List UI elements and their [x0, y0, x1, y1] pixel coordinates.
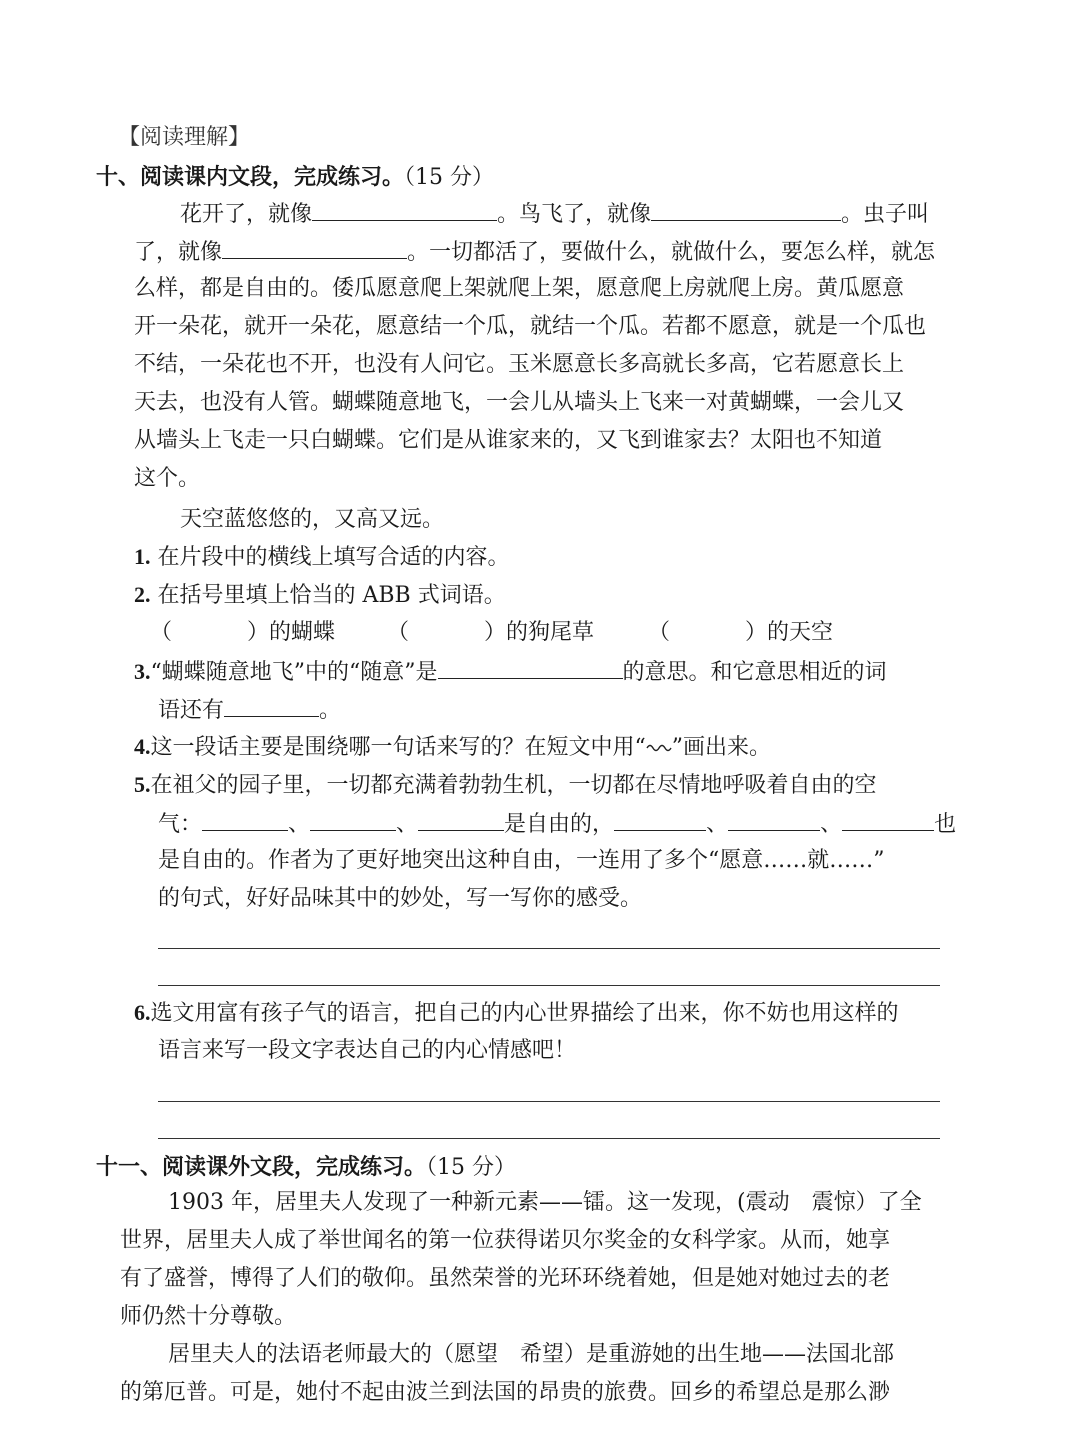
q11-title: 十一、阅读课外文段，完成练习。: [96, 1155, 427, 1180]
q11-passage-line-1: 1903 年，居里夫人发现了一种新元素——镭。这一发现，(震动 震惊）了全: [168, 1190, 922, 1215]
fill-blank[interactable]: [614, 808, 706, 831]
item-text: ”画出来。: [671, 735, 771, 760]
q10-title: 十、阅读课内文段，完成练习。: [96, 165, 405, 190]
separator: 、: [396, 812, 419, 837]
fill-blank[interactable]: [651, 198, 841, 221]
q10-item-5: [134, 770, 877, 801]
bracket-label: ）的蝴蝶: [247, 620, 336, 645]
passage-text: 花开了，就像: [180, 202, 313, 227]
q10-heading: [96, 160, 494, 191]
item-number: 6.: [134, 1000, 151, 1025]
separator: 、: [706, 812, 729, 837]
q11-passage-line-2: 世界，居里夫人成了举世闻名的第一位获得诺贝尔奖金的女科学家。从而，她享: [120, 1228, 891, 1253]
passage-text: 。鸟飞了，就像: [497, 202, 652, 227]
bracket-open: （: [648, 620, 671, 645]
item-text: 。: [319, 698, 342, 723]
item-text: 是自由的，: [504, 812, 615, 837]
fill-blank[interactable]: [842, 808, 934, 831]
item-text: 的意思。和它意思相近的词: [622, 660, 887, 685]
q11-passage-2-line-1: 居里夫人的法语老师最大的（愿望 希望）是重游她的出生地——法国北部: [168, 1342, 895, 1367]
fill-blank[interactable]: [310, 808, 396, 831]
q10-item-5-cont: 是自由的。作者为了更好地突出这种自由，一连用了多个“愿意……就……”: [158, 848, 885, 873]
item-text: “蝴蝶随意地飞”中的“随意”是: [150, 660, 438, 685]
q11-passage-line-3: 有了盛誉，博得了人们的敬仰。虽然荣誉的光环环绕着她，但是她对她过去的老: [120, 1266, 891, 1291]
q11-passage-2-line-2: 的第厄普。可是，她付不起由波兰到法国的昂贵的旅费。回乡的希望总是那么渺: [120, 1380, 891, 1405]
q10-item-5-cont: 的句式，好好品味其中的妙处，写一写你的感受。: [158, 886, 643, 911]
q10-item-3-cont: [158, 694, 341, 726]
item-number: 4.: [134, 734, 151, 759]
item-number: 2.: [134, 582, 151, 607]
q10-item-2-brackets: [387, 618, 594, 648]
q11-score: （15 分）: [426, 1155, 517, 1180]
q10-item-2-brackets: [150, 618, 335, 648]
fill-blank[interactable]: [418, 808, 504, 831]
q10-passage-line-3: 么样，都是自由的。倭瓜愿意爬上架就爬上架，愿意爬上房就爬上房。黄瓜愿意: [134, 276, 905, 301]
item-number: 5.: [134, 772, 151, 797]
bracket-open: （: [387, 620, 410, 645]
fill-blank[interactable]: [202, 808, 288, 831]
passage-text: 。虫子叫: [841, 202, 930, 227]
q10-passage-line-2: [134, 236, 935, 268]
fill-blank[interactable]: [312, 198, 497, 221]
item-text: 也: [934, 812, 957, 837]
item-text: 在片段中的横线上填写合适的内容。: [157, 545, 510, 570]
q10-passage-line-1: [180, 198, 929, 230]
fill-blank[interactable]: [728, 808, 820, 831]
answer-line[interactable]: [158, 1138, 940, 1139]
separator: 、: [820, 812, 843, 837]
q10-passage-line-5: 不结，一朵花也不开，也没有人问它。玉米愿意长多高就长多高，它若愿意长上: [134, 352, 905, 377]
q10-passage-line-6: 天去，也没有人管。蝴蝶随意地飞，一会儿从墙头上飞来一对黄蝴蝶，一会儿又: [134, 390, 905, 415]
q10-item-1: [134, 542, 510, 573]
item-text: 在括号里填上恰当的 ABB 式词语。: [157, 583, 506, 608]
q10-item-4: [134, 732, 771, 763]
answer-line[interactable]: [158, 985, 940, 986]
q10-score: （15 分）: [404, 165, 495, 190]
bracket-label: ）的狗尾草: [484, 620, 595, 645]
separator: 、: [288, 812, 311, 837]
bracket-label: ）的天空: [745, 620, 834, 645]
wavy-underline-icon: [646, 742, 672, 754]
item-text: 气：: [158, 812, 203, 837]
item-number: 1.: [134, 544, 151, 569]
q11-heading: [96, 1150, 516, 1181]
fill-blank[interactable]: [438, 656, 623, 679]
q10-item-2-brackets: [648, 618, 833, 648]
q10-item-6: [134, 998, 899, 1029]
answer-line[interactable]: [158, 948, 940, 949]
passage-text: 。一切都活了，要做什么，就做什么，要怎么样，就怎: [407, 240, 936, 265]
bracket-open: （: [150, 620, 173, 645]
item-text: 这一段话主要是围绕哪一句话来写的？在短文中用“: [150, 735, 646, 760]
item-text: 在祖父的园子里，一切都充满着勃勃生机，一切都在尽情地呼吸着自由的空: [150, 773, 877, 798]
fill-blank[interactable]: [222, 236, 407, 259]
q10-item-3: [134, 656, 887, 688]
q10-item-5-blanks: [158, 808, 956, 840]
item-text: 语还有: [158, 698, 225, 723]
q10-passage-line-8: 这个。: [134, 466, 201, 491]
q10-item-2: [134, 580, 506, 611]
item-number: 3.: [134, 659, 151, 684]
q10-item-6-cont: 语言来写一段文字表达自己的内心情感吧！: [158, 1038, 577, 1063]
section-label: 【阅读理解】: [118, 125, 251, 150]
q10-passage-line-4: 开一朵花，就开一朵花，愿意结一个瓜，就结一个瓜。若都不愿意，就是一个瓜也: [134, 314, 927, 339]
passage-text: 了，就像: [134, 240, 223, 265]
q10-passage-line-7: 从墙头上飞走一只白蝴蝶。它们是从谁家来的，又飞到谁家去？太阳也不知道: [134, 428, 883, 453]
item-text: 选文用富有孩子气的语言，把自己的内心世界描绘了出来，你不妨也用这样的: [150, 1001, 899, 1026]
q10-passage-2: 天空蓝悠悠的，又高又远。: [180, 507, 445, 532]
q11-passage-line-4: 师仍然十分尊敬。: [120, 1304, 297, 1329]
answer-line[interactable]: [158, 1101, 940, 1102]
fill-blank[interactable]: [224, 694, 319, 717]
